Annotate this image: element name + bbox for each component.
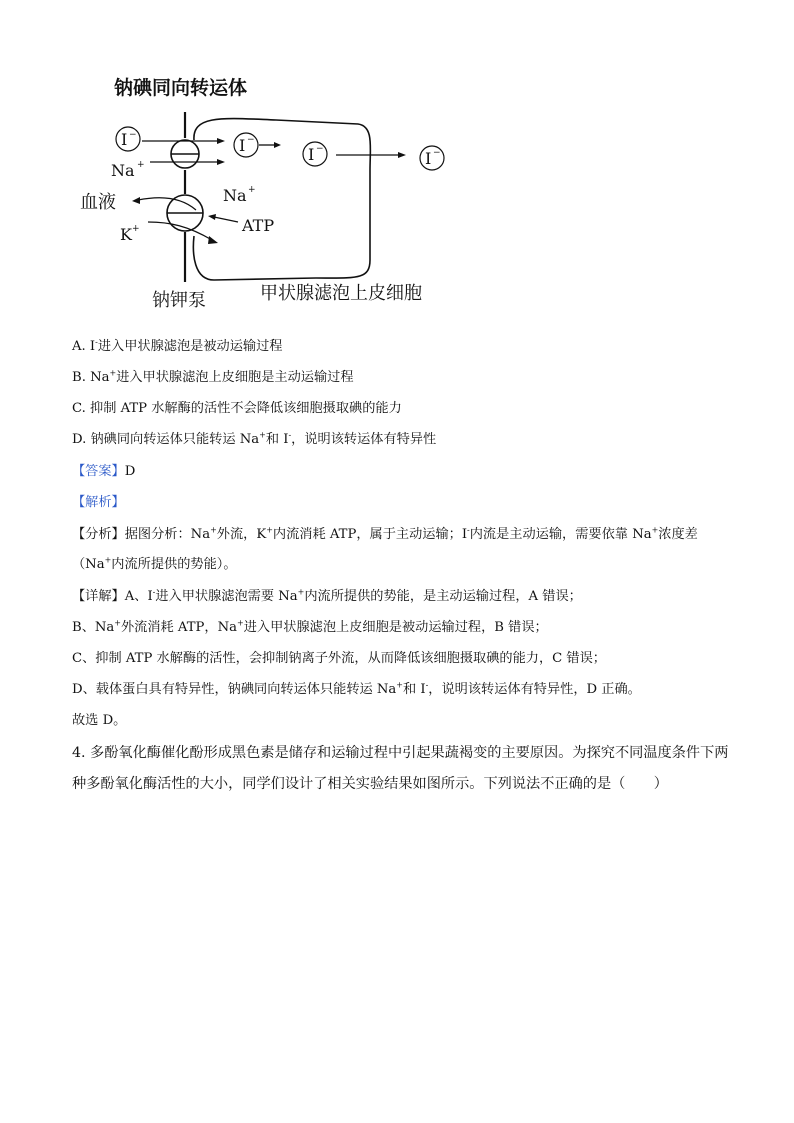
fenxi-s4: + (651, 525, 659, 535)
iodide-mid-label: I (239, 136, 246, 155)
option-b (72, 368, 354, 388)
cell-label: 甲状腺滤泡上皮细胞 (260, 283, 422, 304)
iodide-right-label: I (308, 145, 315, 164)
conclusion-text: 故选 D。 (72, 713, 127, 728)
fenxi-l2b: 内流所提供的势能）。 (111, 557, 237, 572)
detail-as: - (152, 587, 156, 597)
fenxi-tag: 【分析】 (72, 527, 125, 542)
membrane-transport-figure (76, 70, 456, 315)
option-d-text: ，说明该转运体有特异性 (291, 432, 437, 447)
fenxi-p5: 浓度差 (658, 527, 698, 542)
sodium-pump-charge: + (248, 185, 256, 195)
answer-line (72, 462, 135, 482)
iodide-mid-arrowhead (274, 142, 281, 148)
option-c (72, 399, 402, 419)
title-label: 钠碘同向转运体 (114, 77, 248, 99)
option-a-sup: - (95, 337, 98, 347)
detail-ds2: - (425, 680, 429, 690)
option-d-sup2: - (288, 430, 292, 440)
detail-tag: 【详解】 (72, 589, 125, 604)
sodium-left-label: Na (111, 161, 135, 180)
detail-d3: ，说明该转运体有特异性，D 正确。 (428, 682, 641, 697)
potassium-in-arrowhead (208, 236, 218, 244)
detail-ds: + (396, 680, 403, 690)
detail-line-a (72, 587, 582, 607)
iodide-out-arrowhead (398, 152, 406, 158)
detail-a3: 内流所提供的势能，是主动运输过程，A 错误； (304, 589, 582, 604)
iodide-in-arrowhead (217, 138, 225, 144)
fenxi-line-2 (72, 555, 237, 575)
sodium-in-arrowhead (217, 159, 225, 165)
detail-b2: 外流消耗 ATP，Na (120, 620, 237, 635)
sodium-left-charge: + (137, 160, 145, 170)
option-b-text: 进入甲状腺滤泡上皮细胞是主动运输过程 (116, 370, 354, 385)
sodium-out-arrowhead (132, 197, 140, 204)
fenxi-s1: + (210, 525, 217, 535)
atp-arrow (214, 217, 238, 222)
option-a (72, 337, 282, 357)
fenxi-p3: 内流消耗 ATP，属于主动运输；I (272, 527, 468, 542)
answer-value: D (124, 464, 136, 479)
option-d-mid: 和 I (265, 432, 289, 447)
conclusion-line (72, 711, 126, 731)
option-b-sup: + (109, 368, 117, 378)
detail-bs2: + (237, 618, 244, 628)
option-c-text: C. 抑制 ATP 水解酶的活性不会降低该细胞摄取碘的能力 (72, 401, 402, 416)
detail-b1: B、Na (72, 620, 115, 635)
option-d-prefix: D. 钠碘同向转运体只能转运 Na (72, 432, 260, 447)
detail-bs: + (114, 618, 121, 628)
iodide-lumen-charge: − (433, 148, 441, 158)
detail-d2: 和 I (403, 682, 426, 697)
fenxi-p2: 外流，K (216, 527, 267, 542)
iodide-mid-charge: − (247, 135, 255, 145)
detail-as2: + (297, 587, 305, 597)
iodide-left-charge: − (129, 130, 137, 140)
fenxi-p1: 据图分析：Na (124, 527, 211, 542)
iodide-lumen-label: I (425, 149, 432, 168)
detail-d1: D、载体蛋白具有特异性，钠碘同向转运体只能转运 Na (72, 682, 397, 697)
detail-a1: A、I (124, 589, 153, 604)
pump-label: 钠钾泵 (152, 290, 206, 311)
detail-c: C、抑制 ATP 水解酶的活性，会抑制钠离子外流，从而降低该细胞摄取碘的能力，C 错误； (72, 651, 606, 666)
detail-line-d (72, 680, 641, 700)
atp-label: ATP (242, 216, 275, 235)
question4-line-2 (72, 774, 668, 794)
fenxi-s2: + (266, 525, 273, 535)
option-d-sup1: + (259, 430, 266, 440)
question4-line-1 (72, 743, 729, 763)
option-a-prefix: A. I (72, 339, 96, 354)
answer-tag: 【答案】 (72, 464, 125, 479)
question4-text-2: 种多酚氧化酶活性的大小，同学们设计了相关实验结果如图所示。下列说法不正确的是（ ） (72, 776, 668, 792)
fenxi-l2s: + (104, 555, 112, 565)
potassium-label: K (120, 225, 132, 244)
transport-diagram (76, 70, 456, 315)
detail-line-c (72, 649, 606, 669)
sodium-pump-label: Na (223, 186, 247, 205)
atp-arrowhead (208, 214, 216, 220)
question4-text-1: 4. 多酚氧化酶催化酚形成黑色素是储存和运输过程中引起果蔬褐变的主要原因。为探究不同温度条件下两 (72, 745, 729, 761)
fenxi-p4: 内流是主动运输，需要依靠 Na (469, 527, 652, 542)
detail-a2: 进入甲状腺滤泡需要 Na (155, 589, 298, 604)
option-a-text: 进入甲状腺滤泡是被动运输过程 (97, 339, 283, 354)
analysis-line (72, 493, 125, 513)
detail-line-b (72, 618, 548, 638)
blood-label: 血液 (80, 192, 116, 213)
detail-b3: 进入甲状腺滤泡上皮细胞是被动运输过程，B 错误； (243, 620, 548, 635)
fenxi-l2a: （Na (72, 557, 105, 572)
iodide-right-charge: − (316, 144, 324, 154)
option-d (72, 430, 436, 450)
potassium-charge: + (132, 224, 140, 234)
analysis-tag: 【解析】 (72, 495, 125, 510)
fenxi-s3: - (467, 525, 470, 535)
fenxi-line-1 (72, 525, 698, 545)
iodide-left-label: I (121, 130, 128, 149)
option-b-prefix: B. Na (72, 370, 110, 385)
